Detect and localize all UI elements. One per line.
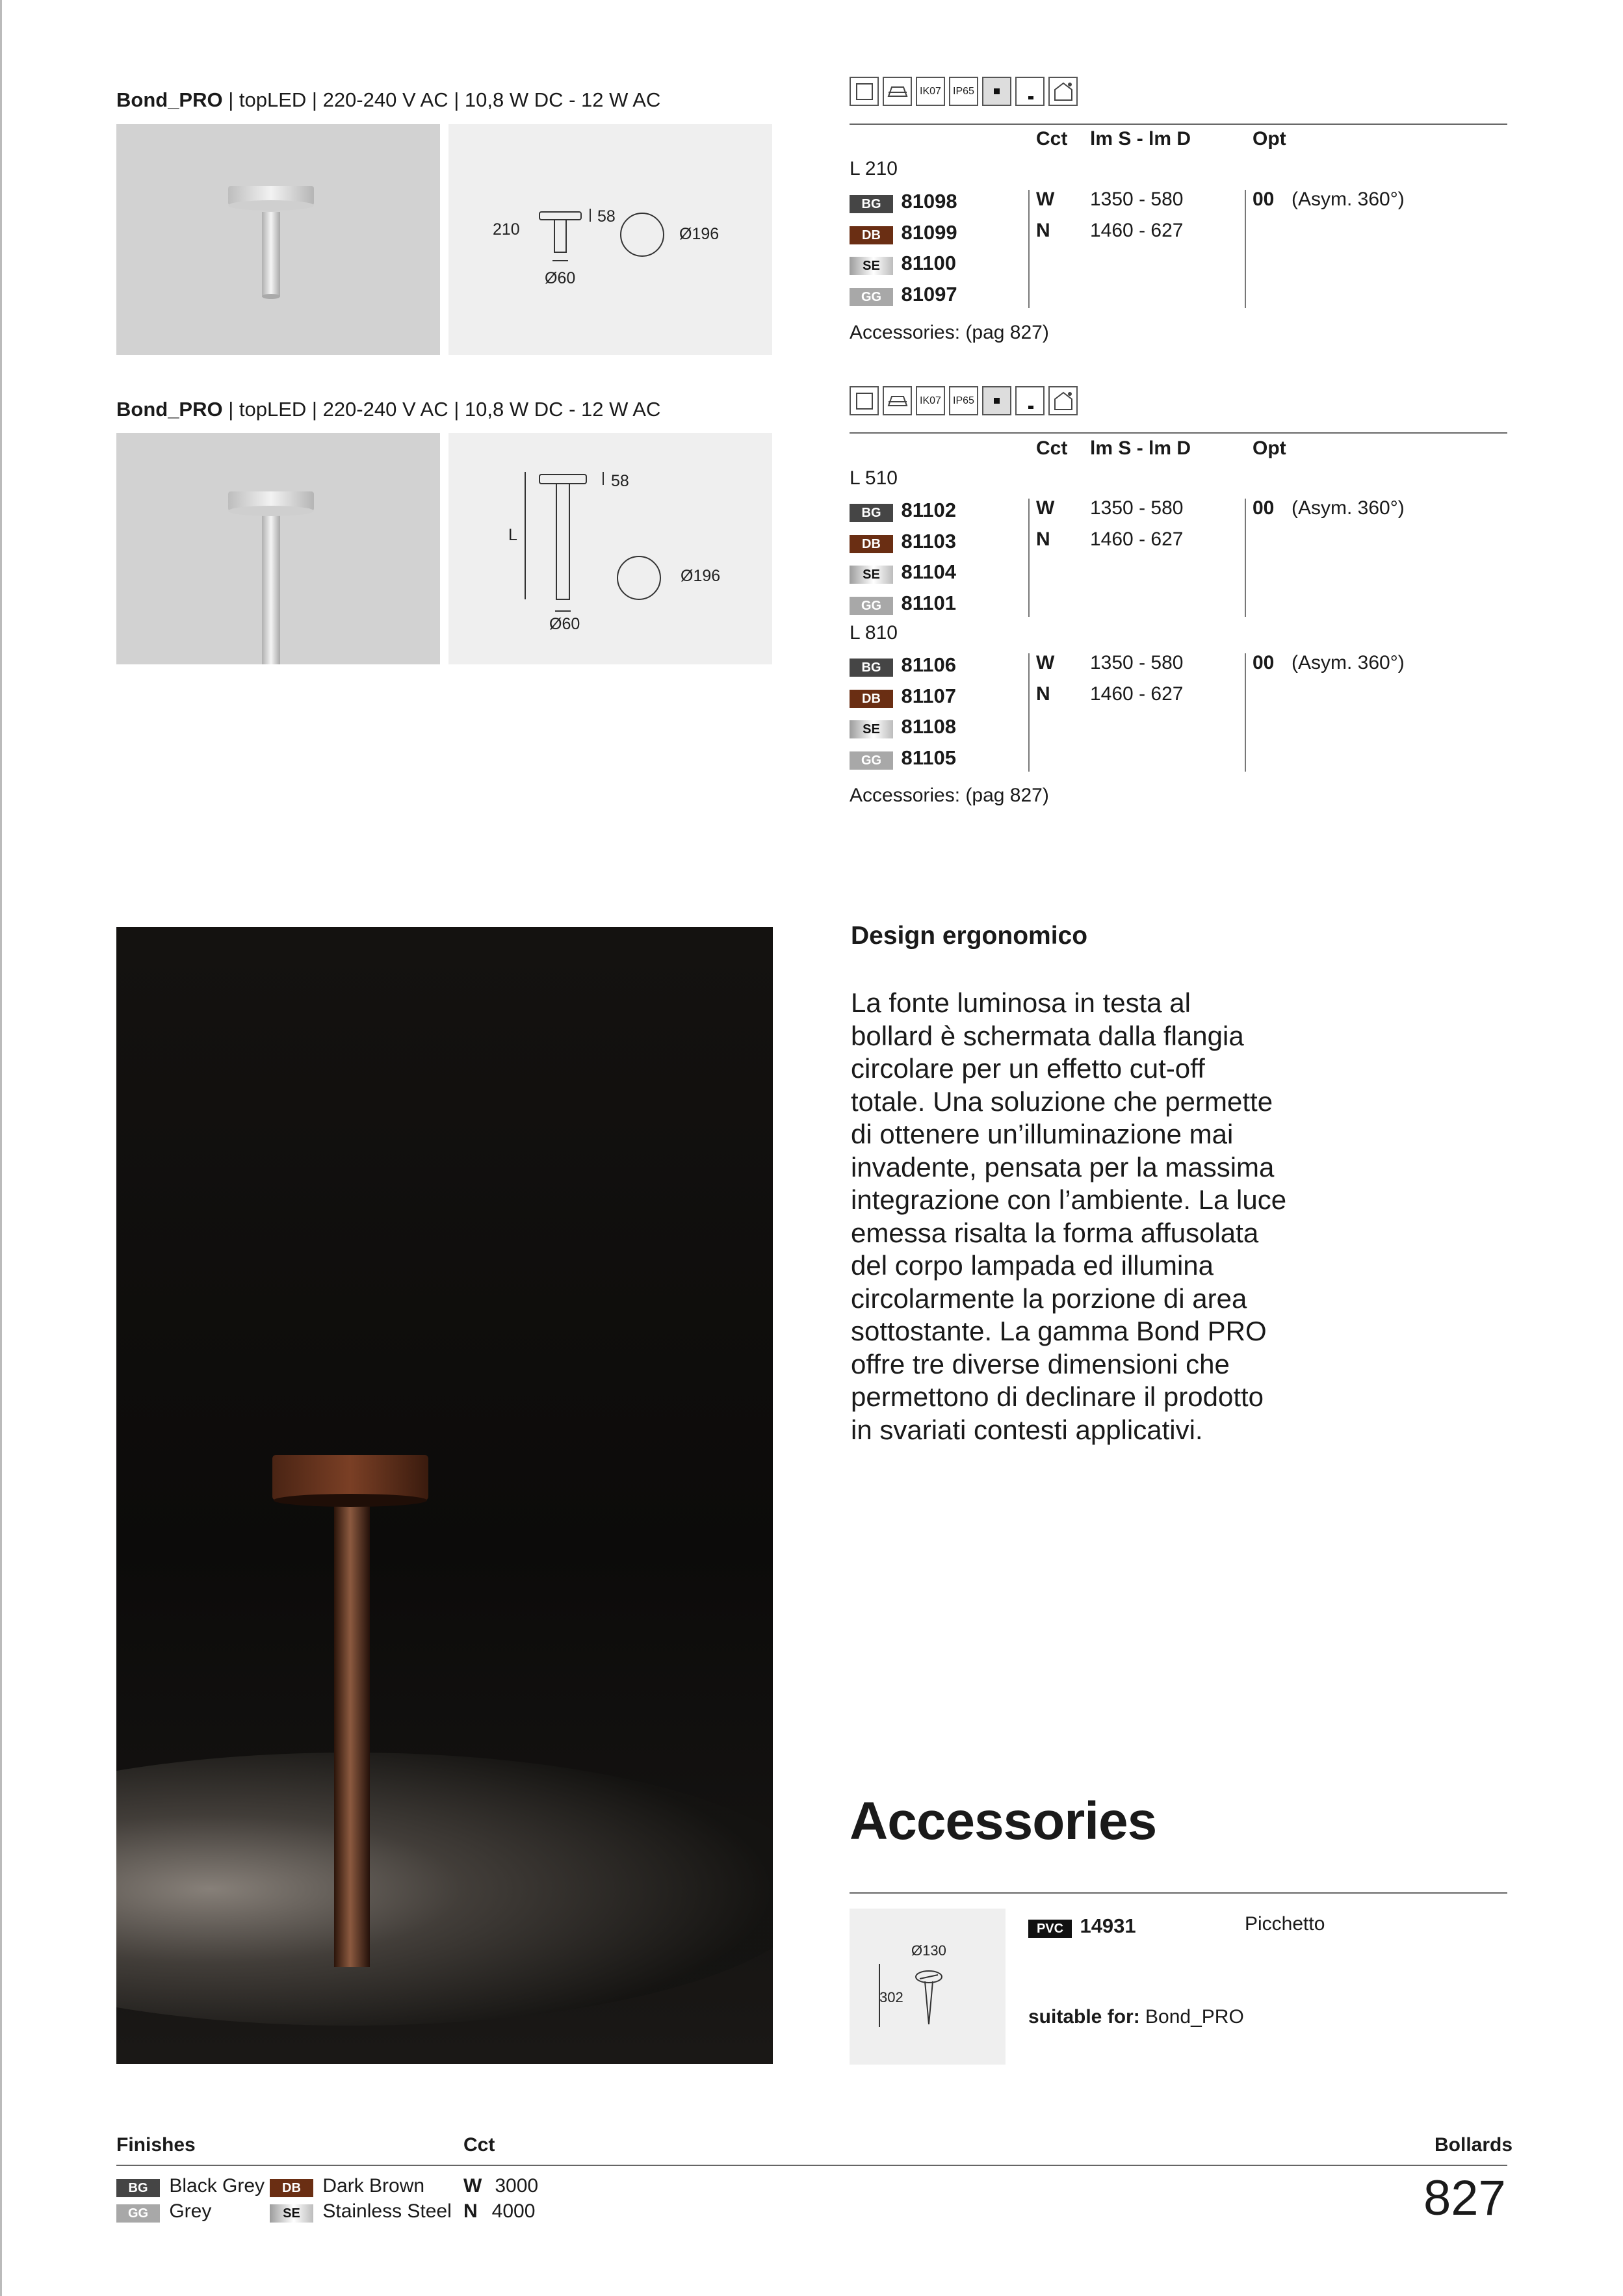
finish-badge: GG — [850, 597, 893, 615]
lm-value: 1460 - 627 — [1090, 528, 1184, 550]
ik07-icon: IK07 — [916, 77, 945, 106]
finishes-title: Finishes — [116, 2134, 196, 2156]
table-row — [850, 746, 956, 770]
column-divider — [1245, 190, 1246, 308]
article-code: 81101 — [901, 592, 956, 614]
section-label: Bollards — [1435, 2134, 1513, 2156]
dot-icon — [982, 386, 1011, 415]
flange-label: Ø196 — [681, 567, 721, 585]
page-number: 827 — [1423, 2171, 1506, 2226]
finish-legend-item: DB Dark Brown — [270, 2175, 424, 2197]
table-row — [850, 592, 956, 615]
table-row — [850, 499, 956, 522]
table-row — [850, 283, 957, 306]
dimension-drawing — [448, 433, 772, 664]
opt-code: 00 — [1253, 189, 1275, 210]
finish-badge: SE — [850, 566, 893, 584]
table-row — [850, 221, 957, 244]
accessory-image — [850, 1909, 1006, 2065]
finish-legend-item: GG Grey — [116, 2200, 211, 2223]
table-row — [850, 715, 956, 738]
height-label: 210 — [493, 220, 520, 239]
product-2-photo — [116, 433, 440, 664]
square-icon — [850, 386, 879, 415]
cct-title: Cct — [463, 2134, 495, 2156]
lm-value: 1350 - 580 — [1090, 189, 1184, 210]
ground-spike-icon — [850, 1909, 1006, 2065]
finish-badge: BG — [850, 195, 893, 213]
ip65-icon: IP65 — [949, 77, 978, 106]
opt-code: 00 — [1253, 497, 1275, 519]
cct-value: W — [1036, 652, 1055, 673]
ik07-icon: IK07 — [916, 386, 945, 415]
finish-legend-item: SE Stainless Steel — [270, 2200, 452, 2223]
accessory-code-row — [1028, 1914, 1136, 1938]
finish-badge: BG — [850, 504, 893, 522]
length-label: L 810 — [850, 622, 898, 644]
article-code: 81103 — [901, 530, 956, 553]
article-code: 81105 — [901, 746, 956, 769]
lm-value: 1460 - 627 — [1090, 683, 1184, 705]
table-row — [850, 190, 957, 213]
house-icon — [1048, 77, 1078, 106]
product-2-drawing — [448, 433, 772, 664]
design-title: Design ergonomico — [851, 922, 1088, 950]
col-opt: Opt — [1253, 128, 1286, 150]
recessed-icon — [883, 386, 912, 415]
dot-icon — [982, 77, 1011, 106]
cct-value: W — [1036, 497, 1055, 519]
lm-value: 1350 - 580 — [1090, 497, 1184, 519]
table-row — [850, 530, 956, 553]
col-cct: Cct — [1036, 437, 1068, 459]
product-1-title: Bond_PRO | topLED | 220-240 V AC | 10,8 W DC - 12 W AC — [116, 88, 661, 111]
table-row — [850, 653, 956, 677]
accessories-rule — [850, 1892, 1507, 1894]
footer-rule — [116, 2165, 1507, 2166]
page-edge — [0, 0, 2, 2296]
head-label: 58 — [611, 472, 629, 490]
column-divider — [1028, 653, 1030, 772]
table-2-rule — [850, 432, 1507, 434]
finish-badge: SE — [850, 257, 893, 275]
article-code: 81106 — [901, 653, 956, 676]
cct-value: N — [1036, 220, 1050, 241]
design-description: La fonte luminosa in testa al bollard è schermata dalla flangia circolare per un effetto cut-off totale. Una soluzione che permette di ottenere un’illuminazione mai invadente, pensata per la massima integrazione con l’ambiente. La luce emessa risalta la forma affusolata del corpo lampada ed illumina circolarmente la porzione di area sottostante. La gamma Bond PRO offre tre diverse dimensioni che permettono di declinare il prodotto in svariati contesti applicativi. — [851, 987, 1287, 1445]
cct-value: N — [1036, 683, 1050, 705]
product-2-title: Bond_PRO | topLED | 220-240 V AC | 10,8 W DC - 12 W AC — [116, 398, 661, 421]
article-code: 81104 — [901, 560, 956, 583]
finish-badge: BG — [850, 659, 893, 677]
table-row — [850, 685, 956, 708]
accessories-ref[interactable]: Accessories: (pag 827) — [850, 322, 1049, 343]
finish-badge: GG — [850, 288, 893, 306]
cct-value: N — [1036, 528, 1050, 550]
lm-value: 1460 - 627 — [1090, 220, 1184, 241]
accessory-code: 14931 — [1080, 1914, 1136, 1937]
square-icon — [850, 77, 879, 106]
cct-value: W — [1036, 189, 1055, 210]
col-opt: Opt — [1253, 437, 1286, 459]
ip65-icon: IP65 — [949, 386, 978, 415]
length-label: L 210 — [850, 158, 898, 179]
product-2-icons — [850, 386, 1078, 415]
flange-label: Ø196 — [679, 225, 720, 243]
article-code: 81108 — [901, 715, 956, 738]
opt-code: 00 — [1253, 652, 1275, 673]
base-label: Ø60 — [545, 269, 576, 287]
article-code: 81102 — [901, 499, 956, 521]
ground-icon — [1015, 386, 1045, 415]
finish-badge: DB — [850, 690, 893, 708]
height-label: 302 — [879, 1989, 903, 2005]
bollard-night-image — [116, 927, 773, 2064]
table-row — [850, 560, 956, 584]
accessories-ref[interactable]: Accessories: (pag 827) — [850, 785, 1049, 806]
article-code: 81099 — [901, 221, 957, 244]
suitable-for: suitable for: Bond_PRO — [1028, 2006, 1244, 2028]
cct-legend-item: W 3000 — [463, 2175, 539, 2197]
cct-legend-item: N 4000 — [463, 2200, 536, 2222]
accessories-heading: Accessories — [850, 1792, 1157, 1851]
article-code: 81098 — [901, 190, 957, 213]
table-row — [850, 252, 956, 275]
dimension-drawing — [448, 124, 772, 355]
col-lm: lm S - lm D — [1090, 128, 1191, 150]
column-divider — [1028, 499, 1030, 617]
col-cct: Cct — [1036, 128, 1068, 150]
ambient-photo — [116, 927, 773, 2064]
opt-desc: (Asym. 360°) — [1292, 189, 1405, 210]
bollard-tall-image — [116, 433, 440, 664]
head-label: 58 — [597, 207, 616, 226]
height-label: L — [508, 526, 517, 544]
material-badge: PVC — [1028, 1920, 1072, 1938]
ground-icon — [1015, 77, 1045, 106]
product-1-photo — [116, 124, 440, 355]
finish-legend-item: BG Black Grey — [116, 2175, 265, 2197]
col-lm: lm S - lm D — [1090, 437, 1191, 459]
finish-badge: GG — [850, 751, 893, 770]
product-1-drawing — [448, 124, 772, 355]
recessed-icon — [883, 77, 912, 106]
column-divider — [1245, 653, 1246, 772]
article-code: 81100 — [901, 252, 956, 274]
diameter-label: Ø130 — [911, 1942, 946, 1959]
product-1-icons — [850, 77, 1078, 106]
finish-badge: SE — [850, 720, 893, 738]
finish-badge: DB — [850, 535, 893, 553]
article-code: 81107 — [901, 685, 956, 707]
table-1-rule — [850, 124, 1507, 125]
lm-value: 1350 - 580 — [1090, 652, 1184, 673]
house-icon — [1048, 386, 1078, 415]
bollard-short-image — [116, 124, 440, 355]
column-divider — [1245, 499, 1246, 617]
opt-desc: (Asym. 360°) — [1292, 652, 1405, 673]
opt-desc: (Asym. 360°) — [1292, 497, 1405, 519]
length-label: L 510 — [850, 467, 898, 489]
accessory-name: Picchetto — [1245, 1913, 1325, 1935]
base-label: Ø60 — [549, 615, 580, 633]
article-code: 81097 — [901, 283, 957, 306]
column-divider — [1028, 190, 1030, 308]
finish-badge: DB — [850, 226, 893, 244]
